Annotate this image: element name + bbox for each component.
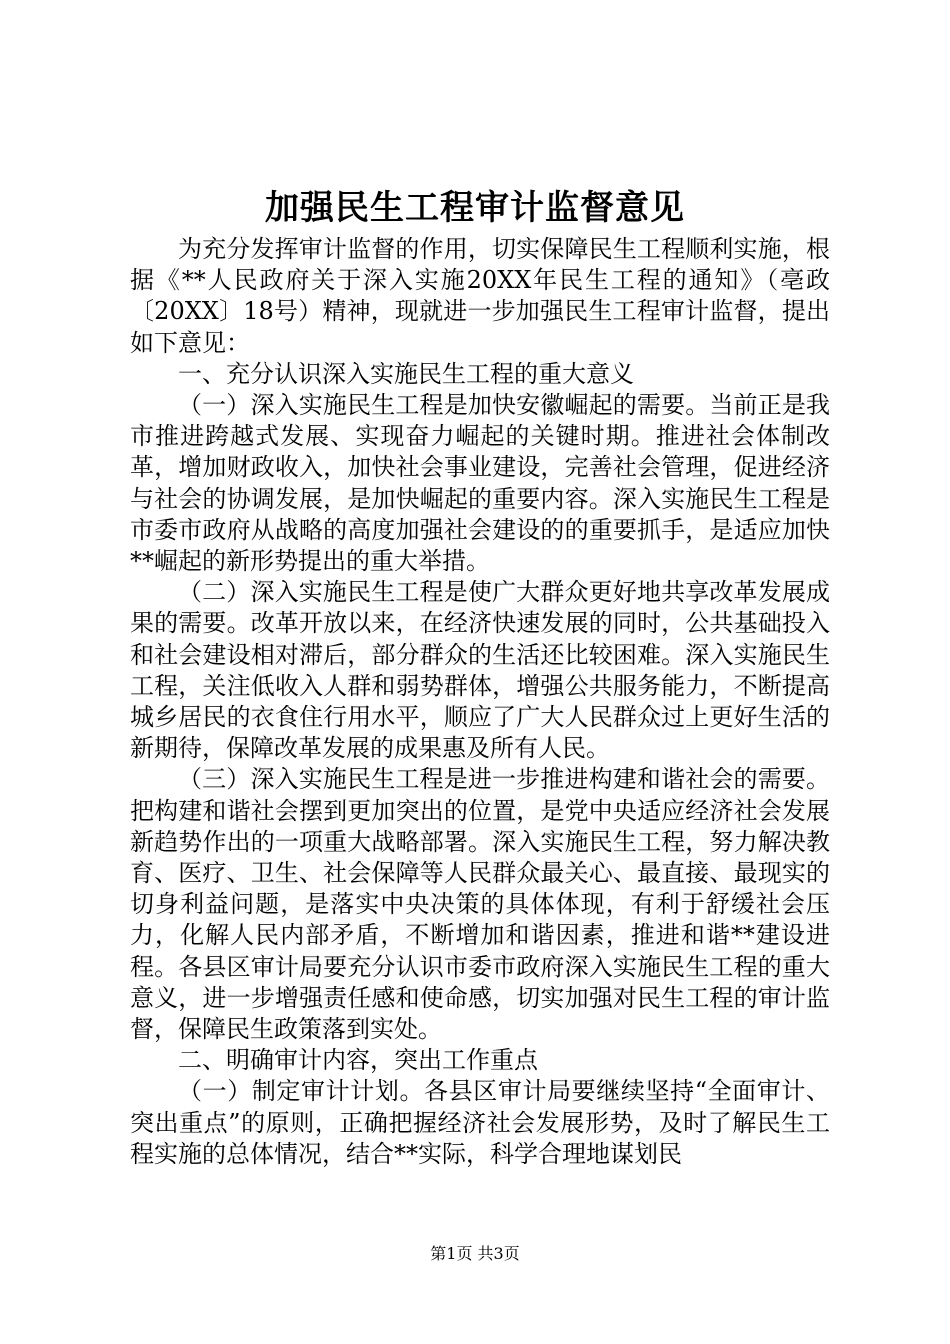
document-body: [130, 234, 830, 1170]
paragraph-1-2: （二）深入实施民生工程是使广大群众更好地共享改革发展成果的需要。改革开放以来，在经济快速发展的同时，公共基础投入和社会建设相对滞后，部分群众的生活还比较困难。深入实施民生工程，关注低收入人群和弱势群体，增强公共服务能力，不断提高城乡居民的衣食住行用水平，顺应了广大人民群众过上更好生活的新期待，保障改革发展的成果惠及所有人民。: [130, 578, 830, 763]
paragraph-2-1: （一）制定审计计划。各县区审计局要继续坚持“全面审计、突出重点”的原则，正确把握经济社会发展形势，及时了解民生工程实施的总体情况，结合**实际，科学合理地谋划民: [130, 1077, 830, 1168]
section-heading-2: 二、明确审计内容，突出工作重点: [178, 1046, 538, 1075]
paragraph-1-3: （三）深入实施民生工程是进一步推进构建和谐社会的需要。把构建和谐社会摆到更加突出的位置，是党中央适应经济社会发展新趋势作出的一项重大战略部署。深入实施民生工程，努力解决教育、医疗、卫生、社会保障等人民群众最关心、最直接、最现实的切身利益问题，是落实中央决策的具体体现，有利于舒缓社会压力，化解人民内部矛盾，不断增加和谐因素，推进和谐**建设进程。各县区审计局要充分认识市委市政府深入实施民生工程的重大意义，进一步增强责任感和使命感，切实加强对民生工程的审计监督，保障民生政策落到实处。: [130, 765, 830, 1044]
page-footer: 第1页 共3页: [430, 1244, 520, 1263]
intro-paragraph: 为充分发挥审计监督的作用，切实保障民生工程顺利实施，根据《**人民政府关于深入实施20XX年民生工程的通知》（亳政〔20XX〕18号）精神，现就进一步加强民生工程审计监督，提出如下意见：: [130, 235, 830, 357]
document-title: 加强民生工程审计监督意见: [265, 188, 685, 228]
paragraph-1-1: （一）深入实施民生工程是加快安徽崛起的需要。当前正是我市推进跨越式发展、实现奋力崛起的关键时期。推进社会体制改革，增加财政收入，加快社会事业建设，完善社会管理，促进经济与社会的协调发展，是加快崛起的重要内容。深入实施民生工程是市委市政府从战略的高度加强社会建设的的重要抓手，是适应加快**崛起的新形势提出的重大举措。: [130, 391, 830, 576]
section-heading-1: 一、充分认识深入实施民生工程的重大意义: [178, 359, 634, 388]
